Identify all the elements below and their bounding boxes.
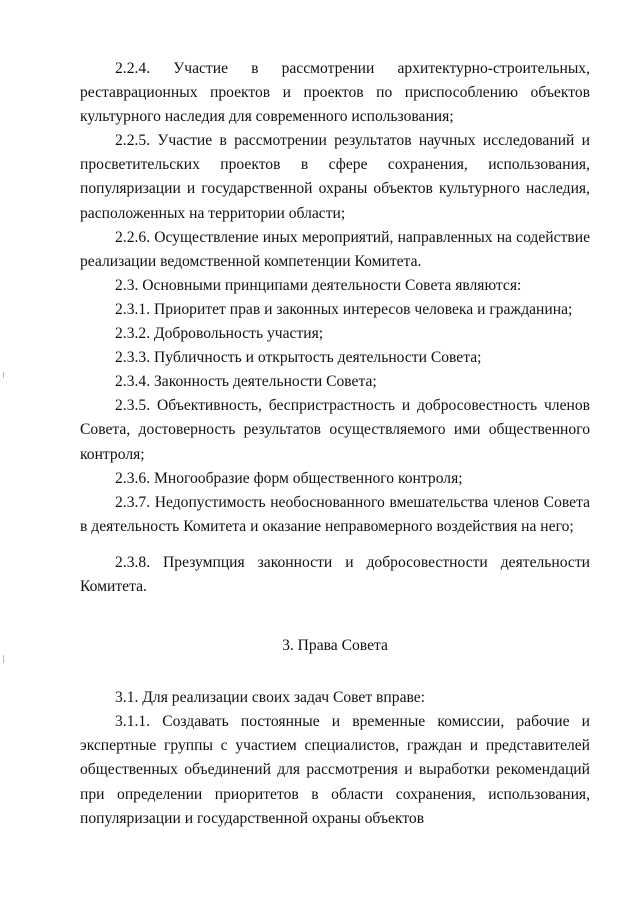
paragraph-2-3-8: 2.3.8. Презумпция законности и добросовестности деятельности Комитета. [80, 553, 590, 595]
paragraph-2-3-4: 2.3.4. Законность деятельности Совета; [115, 373, 377, 391]
paragraph-2-3-6: 2.3.6. Многообразие форм общественного контроля; [115, 469, 463, 487]
paragraph-3-1-1: 3.1.1. Создавать постоянные и временные комиссии, рабочие и экспертные группы с участием специалистов, граждан и представителей общественных объединений для рассмотрения и выработки рекомендаций при определении приоритетов в области сохранения, использования, популяризации и государственной охраны объектов [80, 713, 590, 827]
left-margin-mark-top [3, 372, 4, 378]
section-title: 3. Права Совета [282, 637, 388, 655]
paragraph-2-3-7: 2.3.7. Недопустимость необоснованного вмешательства членов Совета в деятельность Комитета и оказание неправомерного воздействия на него; [80, 493, 590, 535]
paragraph-2-2-6: 2.2.6. Осуществление иных мероприятий, направленных на содействие реализации ведомственной компетенции Комитета. [80, 228, 590, 270]
paragraph-2-2-4: 2.2.4. Участие в рассмотрении архитектурно-строительных, реставрационных проектов и проектов по приспособлению объектов культурного наследия для современного использования; [80, 60, 590, 126]
paragraph-2-3-2: 2.3.2. Добровольность участия; [115, 325, 324, 343]
paragraph-2-3: 2.3. Основными принципами деятельности Совета являются: [115, 276, 522, 294]
left-margin-mark-bottom [3, 655, 4, 663]
paragraph-2-3-5: 2.3.5. Объективность, беспристрастность и добросовестность членов Совета, достоверность результатов осуществляемого ими общественного контроля; [80, 397, 590, 463]
paragraph-2-2-5: 2.2.5. Участие в рассмотрении результатов научных исследований и просветительских проектов в сфере сохранения, использования, популяризации и государственной охраны объектов культурного наследия, расположенных на территории области; [80, 132, 590, 222]
paragraph-3-1: 3.1. Для реализации своих задач Совет вправе: [115, 689, 426, 707]
document-page [80, 57, 590, 831]
paragraph-2-3-3: 2.3.3. Публичность и открытость деятельности Совета; [115, 349, 482, 367]
paragraph-2-3-1: 2.3.1. Приоритет прав и законных интересов человека и гражданина; [115, 300, 573, 318]
